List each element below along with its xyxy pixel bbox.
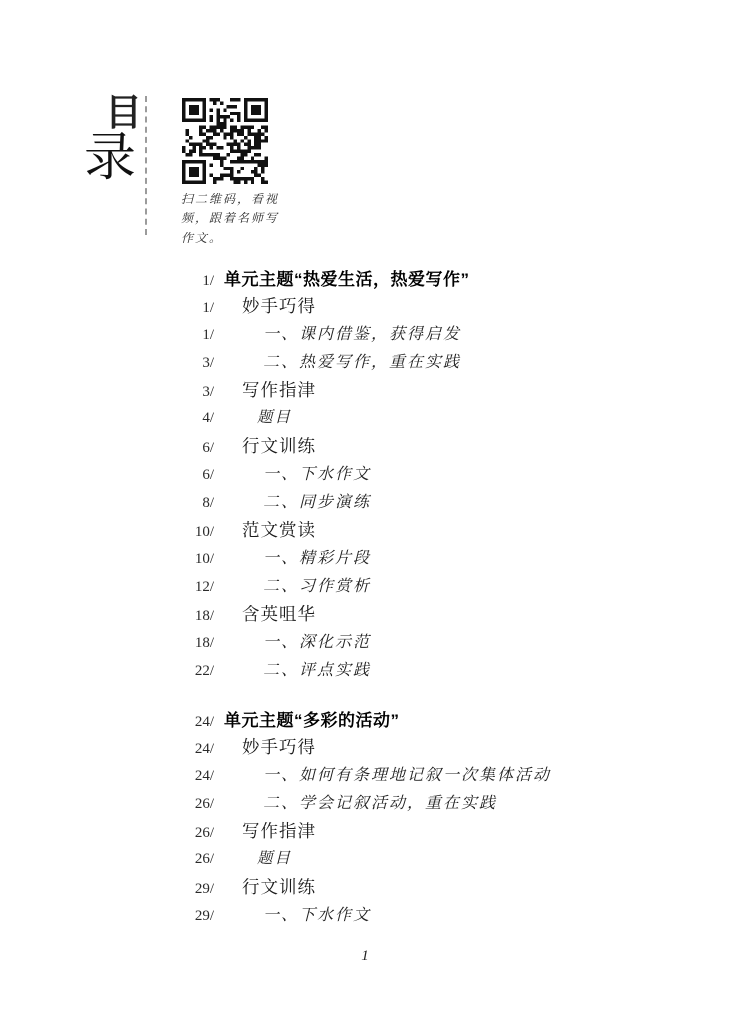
toc-entry-page-number: 1/ (202, 273, 214, 289)
contents-title (84, 94, 148, 185)
toc-entry-page-number: 1/ (202, 300, 214, 316)
toc-entry (170, 734, 600, 762)
toc-entry (170, 545, 600, 573)
qr-caption: 扫二维码，看视频，跟着名师写作文。 (181, 192, 280, 245)
toc-entry-label: 单元主题“多彩的活动” (224, 711, 400, 730)
toc-entry-page-number: 4/ (202, 410, 214, 426)
toc-entry-label: 妙手巧得 (242, 737, 316, 757)
toc-entry-page-number: 12/ (194, 579, 214, 595)
toc-entry-page-number: 29/ (194, 908, 214, 924)
toc-entry-page-number: 24/ (194, 741, 214, 757)
toc-entry-page-number: 29/ (194, 881, 214, 897)
toc-entry-page-number: 8/ (202, 495, 214, 511)
toc-entry (170, 433, 600, 461)
toc-entry-label: 题目 (257, 409, 293, 426)
toc-entry (170, 517, 600, 545)
toc-entry-page-number: 24/ (194, 714, 214, 730)
toc-entry-label: 写作指津 (242, 821, 316, 841)
toc-entry-page-number: 3/ (202, 384, 214, 400)
toc-entry (170, 657, 600, 685)
toc-entry (170, 293, 600, 321)
qr-code (182, 98, 268, 184)
toc-entry (170, 902, 600, 930)
toc-entry-label: 范文赏读 (242, 520, 316, 540)
toc-entry (170, 601, 600, 629)
toc-entry (170, 629, 600, 657)
toc-entry (170, 573, 600, 601)
toc-entry (170, 874, 600, 902)
toc-entry-label: 二、同步演练 (263, 494, 372, 511)
toc-entry (170, 377, 600, 405)
toc-entry-page-number: 6/ (202, 440, 214, 456)
toc-entry-label: 一、如何有条理地记叙一次集体活动 (263, 767, 552, 784)
toc-entry-label: 一、精彩片段 (263, 550, 372, 567)
toc-entry-label: 题目 (257, 850, 293, 867)
toc-entry-page-number: 18/ (194, 635, 214, 651)
toc-entry-label: 二、习作赏析 (263, 578, 372, 595)
toc-entry-label: 一、下水作文 (263, 466, 372, 483)
toc-entry-label: 二、评点实践 (263, 662, 372, 679)
toc-entry-label: 单元主题“热爱生活，热爱写作” (224, 270, 470, 289)
toc-entry (170, 405, 600, 433)
toc-entry (170, 265, 600, 293)
toc-entry-page-number: 1/ (202, 327, 214, 343)
toc-entry-page-number: 26/ (194, 796, 214, 812)
toc-entry (170, 846, 600, 874)
toc-entry-label: 含英咀华 (242, 604, 316, 624)
toc-entry-page-number: 10/ (194, 551, 214, 567)
toc-entry (170, 762, 600, 790)
contents-title-char-top: 目 (105, 92, 142, 133)
toc-entry-page-number: 3/ (202, 355, 214, 371)
toc-entry (170, 321, 600, 349)
toc-entry-page-number: 26/ (194, 851, 214, 867)
toc-entry-page-number: 10/ (194, 524, 214, 540)
toc-entry-label: 写作指津 (242, 380, 316, 400)
toc-entry (170, 706, 600, 734)
toc-entry (170, 489, 600, 517)
toc-entry-page-number: 18/ (194, 608, 214, 624)
toc-entry-page-number: 24/ (194, 768, 214, 784)
toc-entry-page-number: 26/ (194, 825, 214, 841)
toc-entry-page-number: 22/ (194, 663, 214, 679)
toc-entry-label: 一、课内借鉴，获得启发 (263, 326, 462, 343)
toc-entry-label: 一、下水作文 (263, 907, 372, 924)
toc-entry-label: 一、深化示范 (263, 634, 372, 651)
toc-entry-label: 二、学会记叙活动，重在实践 (263, 795, 498, 812)
toc-entry-label: 行文训练 (242, 877, 316, 897)
table-of-contents (170, 265, 600, 930)
toc-entry-label: 行文训练 (242, 436, 316, 456)
toc-entry (170, 349, 600, 377)
toc-entry (170, 818, 600, 846)
dashed-divider-line (145, 96, 147, 235)
toc-entry-label: 妙手巧得 (242, 296, 316, 316)
toc-entry (170, 461, 600, 489)
toc-entry-label: 二、热爱写作，重在实践 (263, 354, 462, 371)
toc-entry (170, 790, 600, 818)
toc-entry-page-number: 6/ (202, 467, 214, 483)
footer-page-number: 1 (361, 948, 369, 964)
contents-title-char-bottom: 录 (84, 130, 137, 187)
